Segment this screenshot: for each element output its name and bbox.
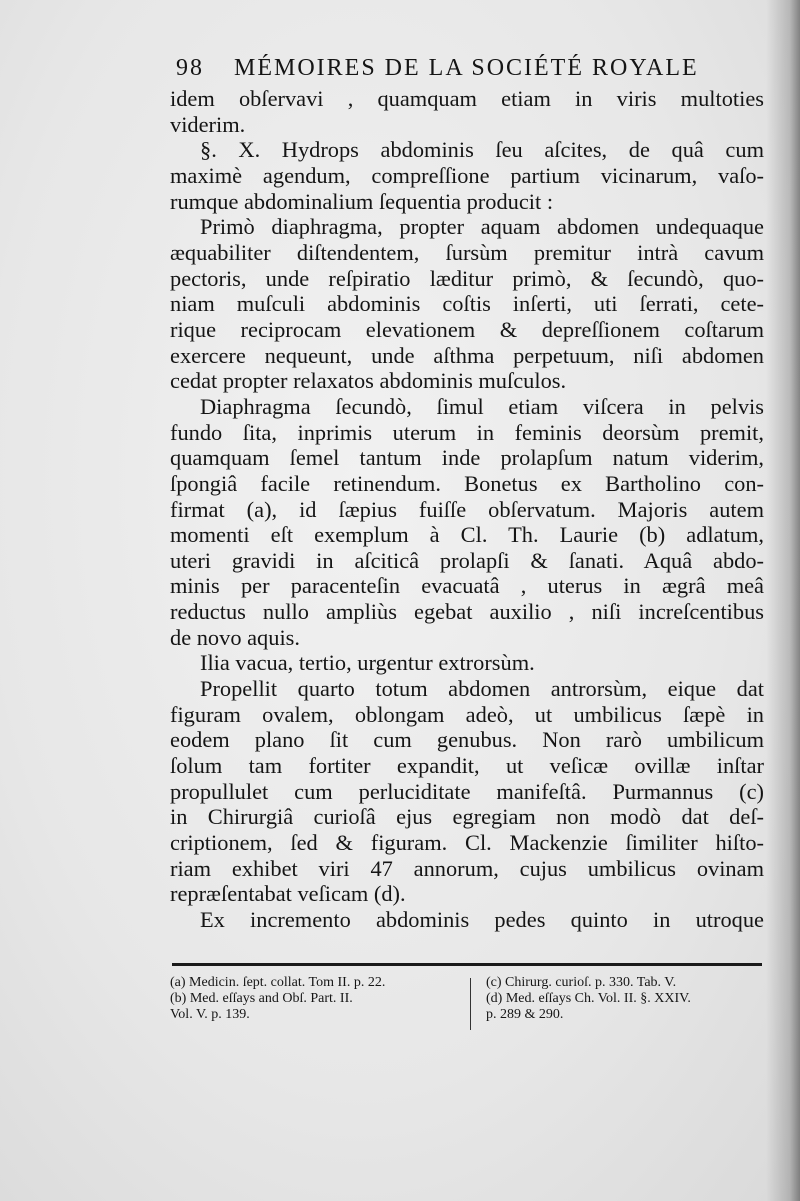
text-line: rumque abdominalium ſequentia producit : xyxy=(170,188,554,214)
text-line: niam muſculi abdominis coſtis inſerti, uti ſerrati, cete- xyxy=(170,291,764,317)
text-line: quamquam ſemel tantum inde prolapſum natum viderim, xyxy=(170,445,764,471)
text-line: ſolum tam fortiter expandit, ut veſicæ ovillæ inſtar xyxy=(170,753,764,779)
text-line: pectoris, unde reſpiratio læditur primò, & ſecundò, quo- xyxy=(170,265,764,291)
footnote-d: (d) Med. eſſays Ch. Vol. II. §. XXIV. xyxy=(486,991,691,1006)
text-line: reductus nullo ampliùs egebat auxilio , niſi increſcentibus xyxy=(170,599,764,625)
text-line: Diaphragma ſecundò, ſimul etiam viſcera in pelvis xyxy=(200,393,764,419)
footnote-b: (b) Med. eſſays and Obſ. Part. II. xyxy=(170,991,353,1006)
footnotes-right xyxy=(486,975,776,1023)
text-line: propullulet cum perluciditate manifeſtâ. Purmannus (c) xyxy=(170,778,764,804)
page-number: 98 xyxy=(176,55,204,81)
text-line: Ilia vacua, tertio, urgentur extrorsùm. xyxy=(200,650,535,676)
section-heading-line: §. X. Hydrops abdominis ſeu aſcites, de quâ cum xyxy=(200,137,764,163)
footnote-a: (a) Medicin. ſept. collat. Tom II. p. 22. xyxy=(170,975,386,990)
text-line: idem obſervavi , quamquam etiam in viris multoties xyxy=(170,86,764,111)
text-line: riam exhibet viri 47 annorum, cujus umbilicus ovinam xyxy=(170,855,764,881)
text-line: criptionem, ſed & figuram. Cl. Mackenzie ſimiliter hiſto- xyxy=(170,830,764,856)
footnote-column-divider xyxy=(470,978,471,1030)
text-line: uteri gravidi in aſciticâ prolapſi & ſanati. Aquâ abdo- xyxy=(170,547,764,573)
text-line: rique reciprocam elevationem & depreſſionem coſtarum xyxy=(170,316,764,342)
text-line: minis per paracenteſin evacuatâ , uterus in ægrâ meâ xyxy=(170,573,764,599)
text-line: maximè agendum, compreſſione partium vicinarum, vaſo- xyxy=(170,162,764,188)
footnote-c: (c) Chirurg. curioſ. p. 330. Tab. V. xyxy=(486,975,677,990)
text-line: in Chirurgiâ curioſâ ejus egregiam non modò dat deſ- xyxy=(170,804,764,830)
text-line: æquabiliter diſtendentem, ſursùm premitur intrà cavum xyxy=(170,239,764,265)
text-line: momenti eſt exemplum à Cl. Th. Laurie (b) adlatum, xyxy=(170,522,764,548)
body-text xyxy=(170,86,764,933)
text-line: cedat propter relaxatos abdominis muſculos. xyxy=(170,368,567,394)
text-line: ſpongiâ facile retinendum. Bonetus ex Bartholino con- xyxy=(170,470,764,496)
footnote-rule xyxy=(172,963,762,966)
text-line: repræſentabat veſicam (d). xyxy=(170,881,406,907)
text-line: figuram ovalem, oblongam adeò, ut umbilicus ſæpè in xyxy=(170,701,764,727)
text-line: firmat (a), id ſæpius fuiſſe obſervatum. Majoris autem xyxy=(170,496,764,522)
text-line: Propellit quarto totum abdomen antrorsùm, eique dat xyxy=(200,676,764,702)
text-line: de novo aquis. xyxy=(170,624,300,650)
text-line: Primò diaphragma, propter aquam abdomen undequaque xyxy=(200,214,764,240)
text-line: Ex incremento abdominis pedes quinto in utroque xyxy=(200,907,764,932)
running-title: MÉMOIRES DE LA SOCIÉTÉ ROYALE xyxy=(234,55,699,81)
footnote-d-continued: p. 289 & 290. xyxy=(486,1007,564,1022)
footnote-b-continued: Vol. V. p. 139. xyxy=(170,1007,250,1022)
text-line: exercere nequeunt, unde aſthma perpetuum, niſi abdomen xyxy=(170,342,764,368)
text-line: viderim. xyxy=(170,111,246,137)
footnotes-left xyxy=(170,975,460,1023)
text-line: fundo ſita, inprimis uterum in feminis deorsùm premit, xyxy=(170,419,764,445)
running-header xyxy=(176,55,716,82)
text-line: eodem plano ſit cum genubus. Non rarò umbilicum xyxy=(170,727,764,753)
